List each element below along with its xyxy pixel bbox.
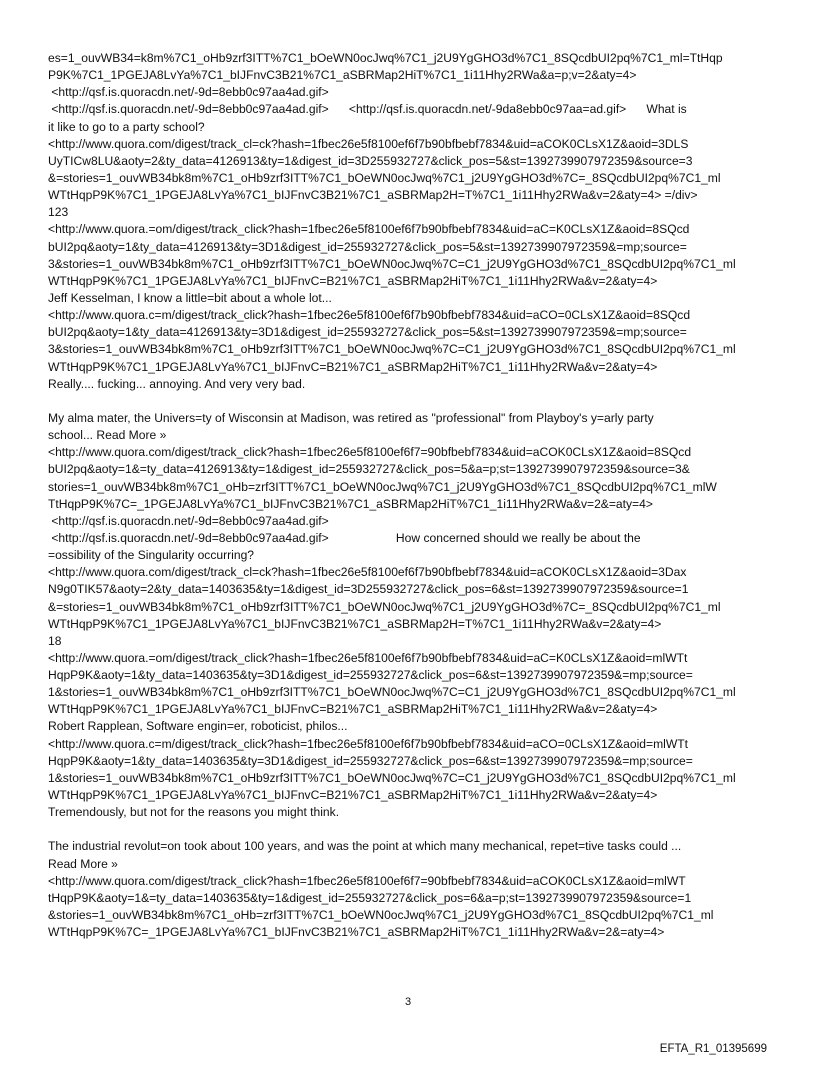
text-line: school... Read More » [48,428,167,443]
text-line: WTtHqpP9K%7C1_1PGEJA8LvYa%7C1_bIJFnvC3B21%7C1_aSBRMap2H=T%7C1_1i11Hhy2RWa&v=2&aty=4> =/div> [48,188,698,203]
text-line: <http://www.quora.=om/digest/track_click?hash=1fbec26e5f8100ef6f7b90bfbebf7834&uid=aC=K0CLsX1Z&aoid=mlWTt [48,650,688,665]
text-line: UyTICw8LU&aoty=2&ty_data=4126913&ty=1&digest_id=3D255932727&click_pos=5&st=1392739907972359&source=3 [48,153,693,168]
text-line: <http://qsf.is.quoracdn.net/-9d=8ebb0c97aa4ad.gif> [48,513,329,528]
text-line: es=1_ouvWB34=k8m%7C1_oHb9zrf3ITT%7C1_bOeWN0ocJwq%7C1_j2U9YgGHO3d%7C1_8SQcdbUI2pq%7C1_ml=TtHqp [48,51,723,65]
text-line: My alma mater, the Univers=ty of Wisconsin at Madison, was retired as "professional" from Playboy's y=arly party [48,410,654,425]
text-line: N9g0TIK57&aoty=2&ty_data=1403635&ty=1&digest_id=3D255932727&click_pos=6&st=1392739907972359&source=1 [48,582,689,597]
text-line: &=stories=1_ouvWB34bk8m%7C1_oHb9zrf3ITT%7C1_bOeWN0ocJwq%7C1_j2U9YgGHO3d%7C=_8SQcdbUI2pq%7C1_ml [48,599,721,614]
text-line: <http://qsf.is.quoracdn.net/-9d=8ebb0c97aa4ad.gif> <http://qsf.is.quoracdn.net/-9da8ebb0c97aa=ad.gif> What is [48,102,687,117]
text-line: HqpP9K&aoty=1&ty_data=1403635&ty=3D1&digest_id=255932727&click_pos=6&st=1392739907972359&=mp;source= [48,668,693,683]
email-body-text [48,50,778,941]
text-line: 1&stories=1_ouvWB34bk8m%7C1_oHb9zrf3ITT%7C1_bOeWN0ocJwq%7C=C1_j2U9YgGHO3d%7C1_8SQcdbUI2pq%7C1_ml [48,685,736,700]
text-line: Really.... fucking... annoying. And very very bad. [48,376,306,391]
text-line [48,821,778,838]
text-line: WTtHqpP9K%7C1_1PGEJA8LvYa%7C1_bIJFnvC=B21%7C1_aSBRMap2HiT%7C1_1i11Hhy2RWa&v=2&aty=4> [48,702,658,717]
text-line: it like to go to a party school? [48,119,205,134]
text-line: <http://www.quora.com/digest/track_click?hash=1fbec26e5f8100ef6f7=90bfbebf7834&uid=aCOK0CLsX1Z&aoid=8SQcd [48,445,692,460]
text-line: WTtHqpP9K%7C1_1PGEJA8LvYa%7C1_bIJFnvC=B21%7C1_aSBRMap2HiT%7C1_1i11Hhy2RWa&v=2&aty=4> [48,788,658,803]
text-line: stories=1_ouvWB34bk8m%7C1_oHb=zrf3ITT%7C1_bOeWN0ocJwq%7C1_j2U9YgGHO3d%7C1_8SQcdbUI2pq%7C1_mlW [48,479,717,494]
text-line: &=stories=1_ouvWB34bk8m%7C1_oHb9zrf3ITT%7C1_bOeWN0ocJwq%7C1_j2U9YgGHO3d%7C=_8SQcdbUI2pq%7C1_ml [48,170,721,185]
text-line: 1&stories=1_ouvWB34bk8m%7C1_oHb9zrf3ITT%7C1_bOeWN0ocJwq%7C=C1_j2U9YgGHO3d%7C1_8SQcdbUI2pq%7C1_ml [48,770,736,785]
text-line: =ossibility of the Singularity occurring? [48,548,255,563]
text-line [48,393,778,410]
text-line: bUI2pq&aoty=1&=ty_data=4126913&ty=1&digest_id=255932727&click_pos=5&a=p;st=1392739907972359&source=3& [48,462,690,477]
page-number: 3 [404,996,412,1008]
text-line: 18 [48,633,62,648]
text-line: tHqpP9K&aoty=1&=ty_data=1403635&ty=1&digest_id=255932727&click_pos=6&a=p;st=1392739907972359&source=1 [48,890,692,905]
text-line: bUI2pq&aoty=1&ty_data=4126913&ty=3D1&digest_id=255932727&click_pos=5&st=1392739907972359&=mp;source= [48,239,687,254]
text-line: The industrial revolut=on took about 100 years, and was the point at which many mechanical, repet=tive tasks could ... [48,839,682,854]
text-line: 3&stories=1_ouvWB34bk8m%7C1_oHb9zrf3ITT%7C1_bOeWN0ocJwq%7C=C1_j2U9YgGHO3d%7C1_8SQcdbUI2pq%7C1_ml [48,342,736,357]
text-line: WTtHqpP9K%7C1_1PGEJA8LvYa%7C1_bIJFnvC=B21%7C1_aSBRMap2HiT%7C1_1i11Hhy2RWa&v=2&aty=4> [48,273,658,288]
text-line: <http://qsf.is.quoracdn.net/-9d=8ebb0c97aa4ad.gif> How concerned should we really be about the [48,530,641,545]
text-line: <http://www.quora.com/digest/track_cl=ck?hash=1fbec26e5f8100ef6f7b90bfbebf7834&uid=aCOK0CLsX1Z&aoid=3Dax [48,565,687,580]
text-line: <http://www.quora.com/digest/track_cl=ck?hash=1fbec26e5f8100ef6f7b90bfbebf7834&uid=aCOK0CLsX1Z&aoid=3DLS [48,136,689,151]
text-line: TtHqpP9K%7C=_1PGEJA8LvYa%7C1_bIJFnvC3B21%7C1_aSBRMap2HiT%7C1_1i11Hhy2RWa&v=2&=aty=4> [48,496,653,511]
text-line: WTtHqpP9K%7C=_1PGEJA8LvYa%7C1_bIJFnvC3B21%7C1_aSBRMap2HiT%7C1_1i11Hhy2RWa&v=2&=aty=4> [48,925,665,940]
text-line: P9K%7C1_1PGEJA8LvYa%7C1_bIJFnvC3B21%7C1_aSBRMap2HiT%7C1_1i11Hhy2RWa&a=p;v=2&aty=4> [48,68,637,83]
text-line: WTtHqpP9K%7C1_1PGEJA8LvYa%7C1_bIJFnvC=B21%7C1_aSBRMap2HiT%7C1_1i11Hhy2RWa&v=2&aty=4> [48,359,658,374]
text-line: <http://qsf.is.quoracdn.net/-9d=8ebb0c97aa4ad.gif> [48,85,329,100]
text-line: &stories=1_ouvWB34bk8m%7C1_oHb=zrf3ITT%7C1_bOeWN0ocJwq%7C1_j2U9YgGHO3d%7C1_8SQcdbUI2pq%7C1_ml [48,908,714,923]
text-line: <http://www.quora.c=m/digest/track_click?hash=1fbec26e5f8100ef6f7b90bfbebf7834&uid=aCO=0CLsX1Z&aoid=mlWTt [48,736,689,751]
text-line: <http://www.quora.c=m/digest/track_click?hash=1fbec26e5f8100ef6f7b90bfbebf7834&uid=aCO=0CLsX1Z&aoid=8SQcd [48,308,691,323]
text-line: Tremendously, but not for the reasons you might think. [48,805,340,820]
text-line: <http://www.quora.com/digest/track_click?hash=1fbec26e5f8100ef6f7=90bfbebf7834&uid=aCOK0CLsX1Z&aoid=mlWT [48,873,686,888]
text-line: Jeff Kesselman, I know a little=bit about a whole lot... [48,290,332,305]
text-line: Read More » [48,856,118,871]
text-line: WTtHqpP9K%7C1_1PGEJA8LvYa%7C1_bIJFnvC3B21%7C1_aSBRMap2H=T%7C1_1i11Hhy2RWa&v=2&aty=4> [48,616,662,631]
document-id-footer: EFTA_R1_01395699 [659,1043,767,1055]
text-line: bUI2pq&aoty=1&ty_data=4126913&ty=3D1&digest_id=255932727&click_pos=5&st=1392739907972359&=mp;source= [48,325,687,340]
text-line: <http://www.quora.=om/digest/track_click?hash=1fbec26e5f8100ef6f7b90bfbebf7834&uid=aC=K0CLsX1Z&aoid=8SQcd [48,222,690,237]
text-line: 3&stories=1_ouvWB34bk8m%7C1_oHb9zrf3ITT%7C1_bOeWN0ocJwq%7C=C1_j2U9YgGHO3d%7C1_8SQcdbUI2pq%7C1_ml [48,256,736,271]
text-line: Robert Rapplean, Software engin=er, roboticist, philos... [48,719,348,734]
text-line: HqpP9K&aoty=1&ty_data=1403635&ty=3D1&digest_id=255932727&click_pos=6&st=1392739907972359&=mp;source= [48,753,693,768]
text-line: 123 [48,205,69,220]
